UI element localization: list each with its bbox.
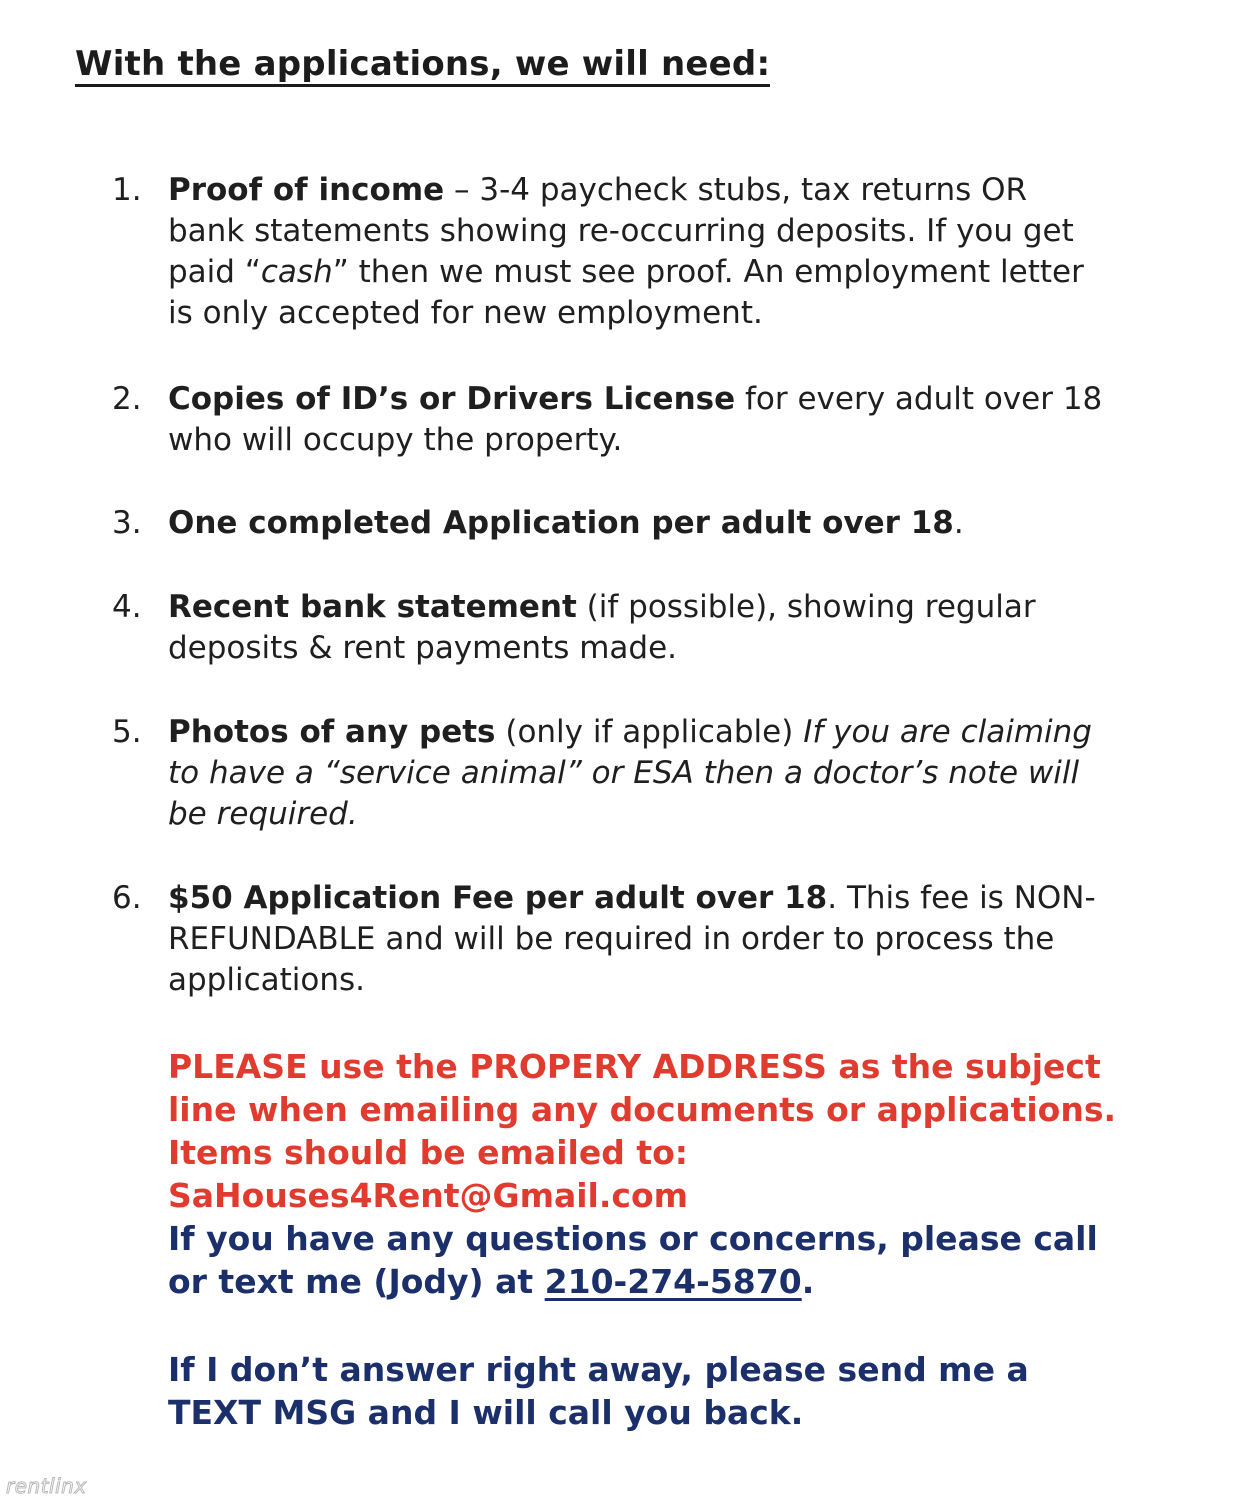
item-title: One completed Application per adult over 18 <box>168 505 954 541</box>
requirements-list <box>112 170 1112 1001</box>
phone-link[interactable]: 210-274-5870 <box>544 1262 802 1301</box>
item-text: for every adult over 18 who will occupy the property. <box>168 381 1103 458</box>
contact-instructions <box>168 1217 1118 1303</box>
item-title: $50 Application Fee per adult over 18 <box>168 880 828 916</box>
text-message-instructions: If I don’t answer right away, please send me a TEXT MSG and I will call you back. <box>168 1350 1029 1432</box>
list-number: 2. <box>112 381 142 417</box>
list-number: 5. <box>112 714 142 750</box>
item-text: (if possible), showing regular deposits & rent payments made. <box>168 589 1036 666</box>
list-item-application <box>112 503 1112 544</box>
item-title: Recent bank statement <box>168 589 577 625</box>
list-item-pet-photos <box>112 712 1112 835</box>
item-text: – 3-4 paycheck stubs, tax returns OR bank statements showing re-occurring deposits. If you get paid “ <box>168 172 1074 290</box>
email-address[interactable]: SaHouses4Rent@Gmail.com <box>168 1176 689 1215</box>
list-item-proof-of-income <box>112 170 1112 334</box>
watermark-logo: rentlinx <box>6 1474 87 1498</box>
item-title: Proof of income <box>168 172 445 208</box>
contact-end: . <box>801 1262 815 1301</box>
page-title: With the applications, we will need: <box>75 44 770 87</box>
email-instructions-text: PLEASE use the PROPERY ADDRESS as the subject line when emailing any documents or applications. Items should be emailed to: <box>168 1047 1117 1172</box>
list-number: 1. <box>112 172 142 208</box>
contact-text: If you have any questions or concerns, please call or text me (Jody) at <box>168 1219 1098 1301</box>
item-text: . <box>953 505 964 541</box>
list-item-bank-statement <box>112 587 1112 669</box>
list-number: 4. <box>112 589 142 625</box>
item-text: . This fee is NON-REFUNDABLE and will be required in order to process the applications. <box>168 880 1096 998</box>
item-title: Photos of any pets <box>168 714 496 750</box>
item-italic-text: cash <box>260 254 333 290</box>
item-italic-text: If you are claiming to have a “service animal” or ESA then a doctor’s note will be required. <box>168 714 1092 832</box>
item-text-continued: ” then we must see proof. An employment letter is only accepted for new employment. <box>168 254 1084 331</box>
item-text: (only if applicable) <box>495 714 804 750</box>
list-item-id-copies <box>112 379 1112 461</box>
item-title: Copies of ID’s or Drivers License <box>168 381 736 417</box>
list-number: 3. <box>112 505 142 541</box>
list-number: 6. <box>112 880 142 916</box>
list-item-application-fee <box>112 878 1112 1001</box>
email-instructions <box>168 1045 1118 1217</box>
